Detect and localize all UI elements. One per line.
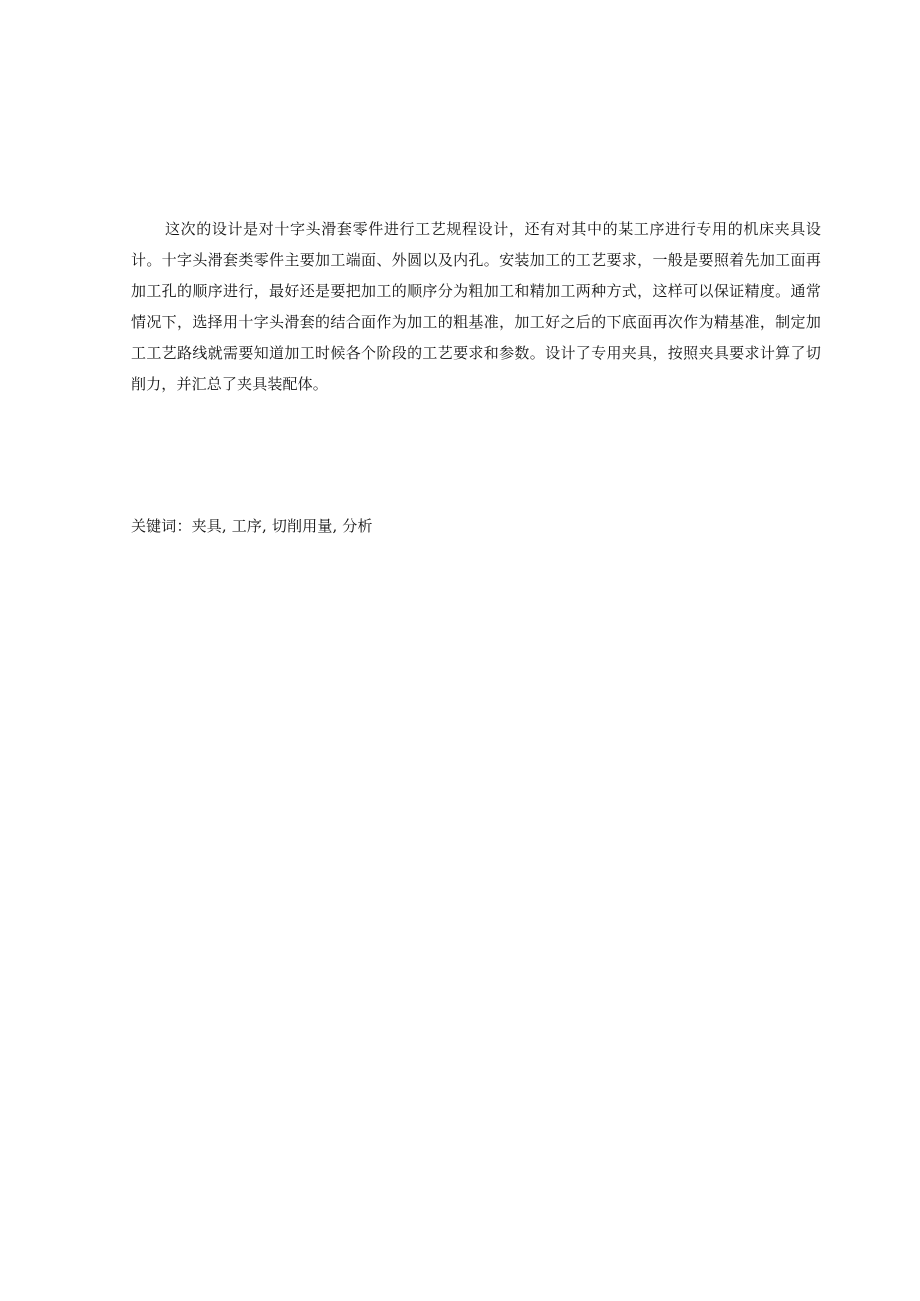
- abstract-paragraph: 这次的设计是对十字头滑套零件进行工艺规程设计，还有对其中的某工序进行专用的机床夹具设计。十字头滑套类零件主要加工端面、外圆以及内孔。安装加工的工艺要求，一般是要照着先加工面再加工孔的顺序进行，最好还是要把加工的顺序分为粗加工和精加工两种方式，这样可以保证精度。通常情况下，选择用十字头滑套的结合面作为加工的粗基准，加工好之后的下底面再次作为精基准，制定加工工艺路线就需要知道加工时候各个阶段的工艺要求和参数。设计了专用夹具，按照夹具要求计算了切削力，并汇总了夹具装配体。: [131, 220, 821, 393]
- keywords-line: 关键词：夹具, 工序, 切削用量, 分析: [131, 517, 373, 535]
